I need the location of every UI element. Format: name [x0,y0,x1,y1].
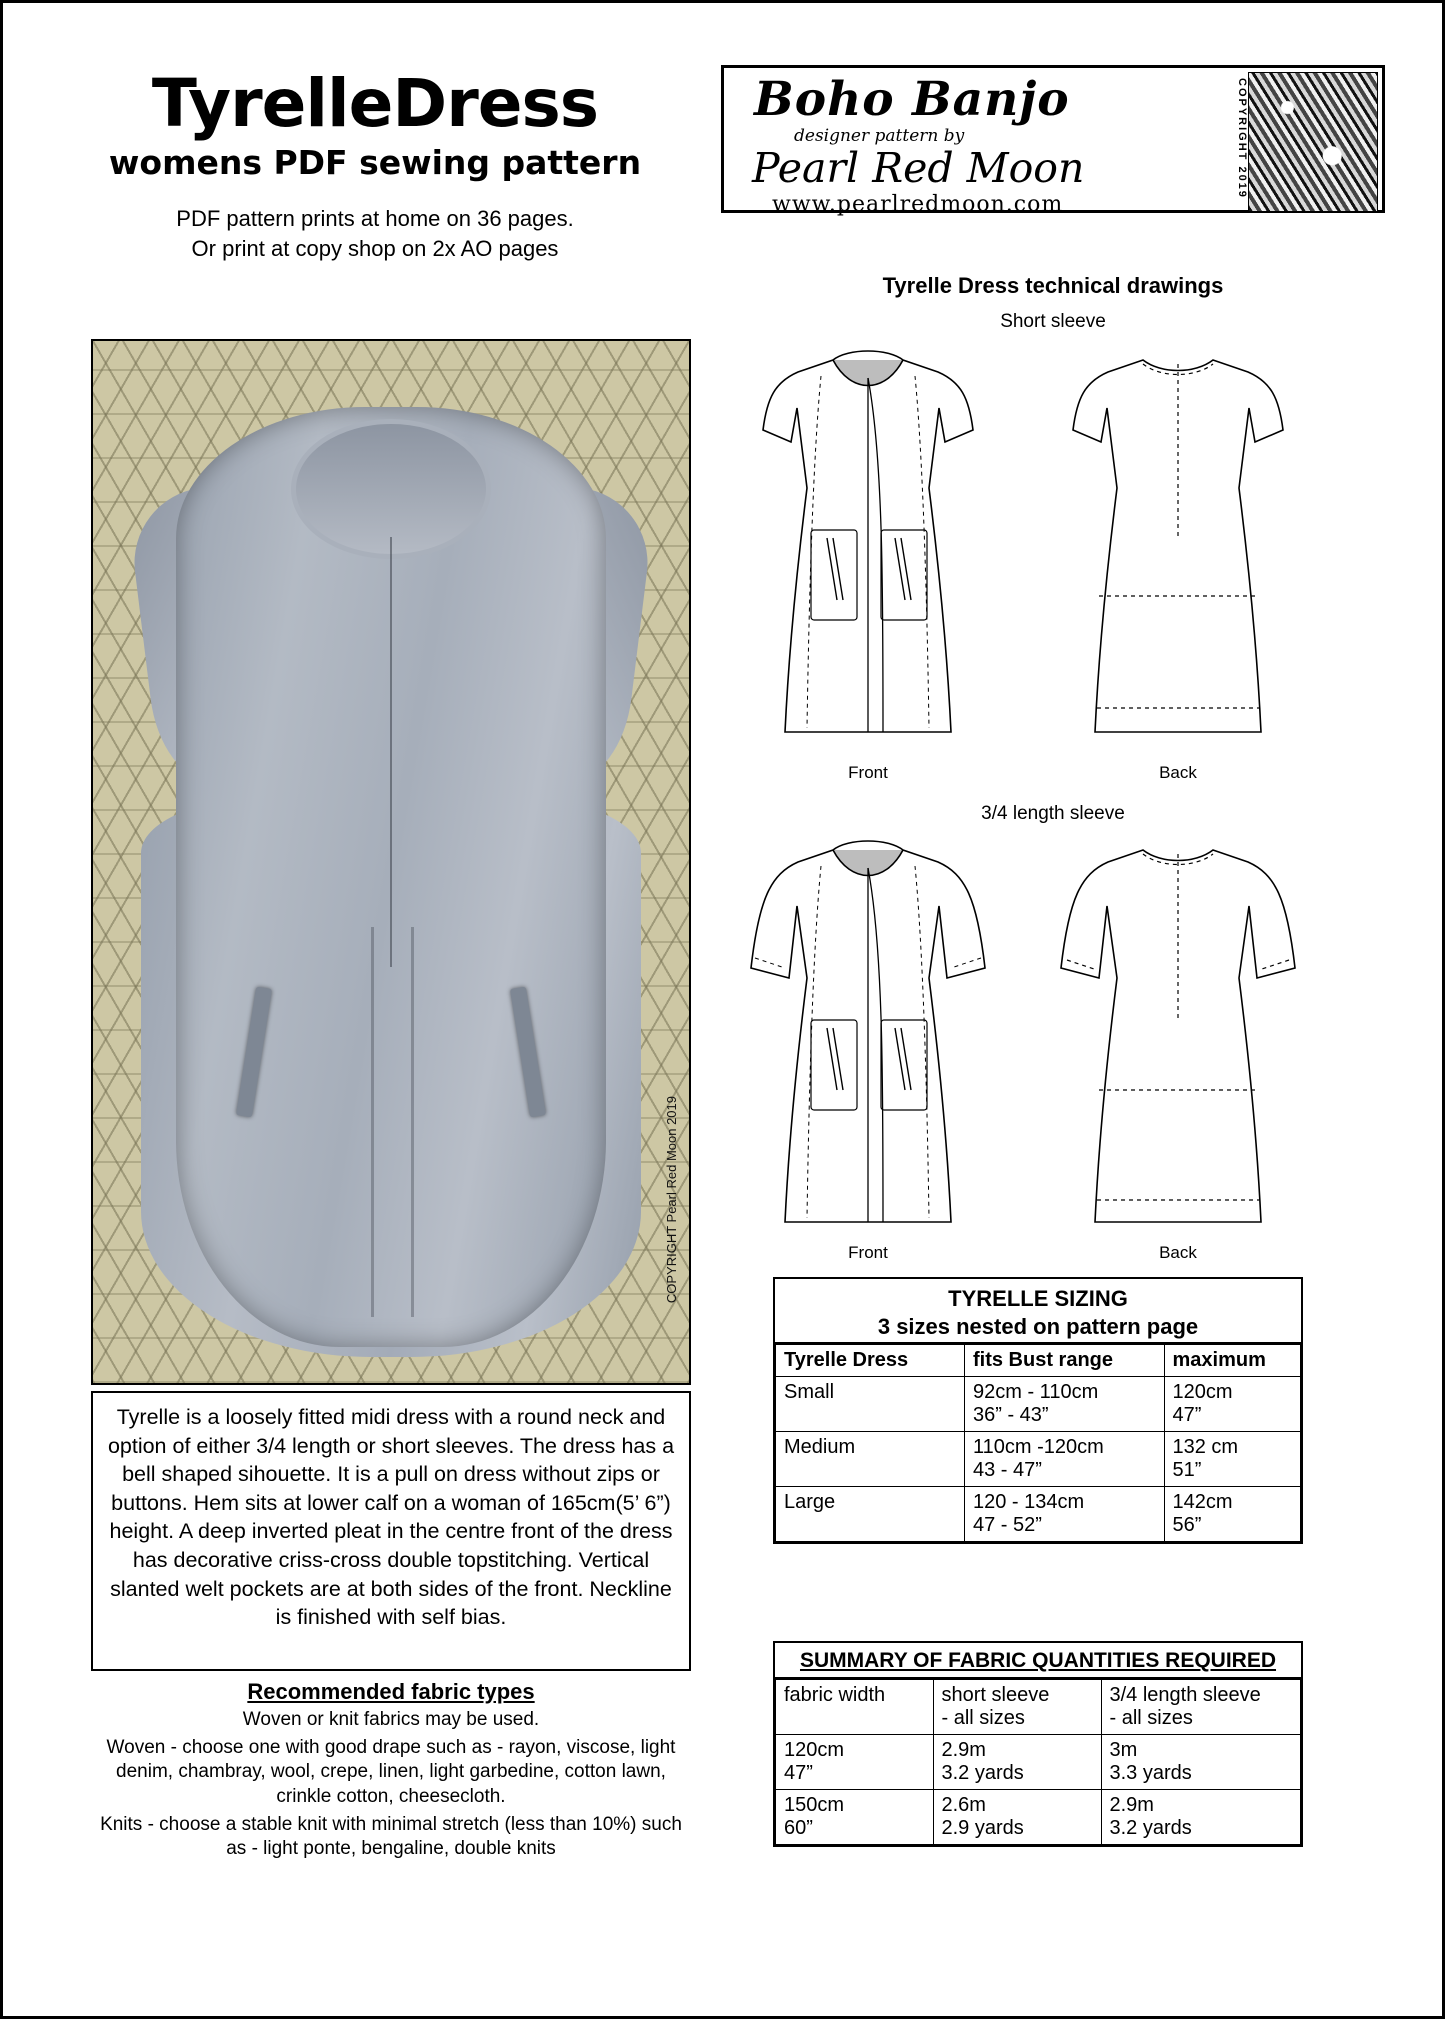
size-max-cm: 132 cm [1172,1436,1239,1458]
print-note-line-1: PDF pattern prints at home on 36 pages. [176,206,574,231]
size-max-in: 47” [1172,1404,1202,1426]
size-bust-cm: 120 - 134cm [973,1491,1085,1513]
dress-pleat-right [411,927,414,1317]
recommended-fabrics-line-3: Knits - choose a stable knit with minimal stretch (less than 10%) such as - light ponte, bengaline, double knits [100,1813,682,1860]
table-header-row [776,1680,1301,1735]
size-bust [965,1432,1165,1487]
recommended-fabrics-line-2: Woven - choose one with good drape such as - rayon, viscose, light denim, chambray, wool, crepe, linen, light garbedine, cotton lawn, crinkle cotton, cheesecloth. [106,1736,676,1808]
technical-drawings-title: Tyrelle Dress technical drawings [882,273,1224,298]
size-bust-cm: 92cm - 110cm [973,1381,1099,1403]
description-box [91,1391,691,1671]
fabric-short-yd: 3.2 yards [941,1762,1024,1784]
sizing-col-1: Tyrelle Dress [776,1345,965,1377]
size-name: Small [776,1377,965,1432]
fabric-short-amount [933,1735,1101,1790]
sizing-table-title [775,1279,1301,1344]
recommended-fabrics-block [91,1679,691,1862]
fabric-col-short [933,1680,1101,1735]
flat-threequarter-sleeve-back [1043,828,1313,1248]
caption-front-2: Front [848,1243,888,1262]
fabric-col-long-line-1: 3/4 length sleeve [1109,1684,1261,1706]
fabric-quantities-table [773,1641,1303,1847]
page-subtitle: womens PDF sewing pattern [108,143,642,182]
sizing-title-line-1: TYRELLE SIZING [948,1286,1128,1311]
fabric-width-in: 60” [784,1817,813,1839]
fabric-col-long [1101,1680,1301,1735]
fabric-col-short-line-2: - all sizes [941,1707,1025,1729]
page-title: TyrelleDress [151,65,599,142]
size-name: Medium [776,1432,965,1487]
size-max-cm: 142cm [1172,1491,1233,1513]
decorative-artwork-image [1248,72,1378,212]
size-max [1164,1377,1301,1432]
size-max [1164,1432,1301,1487]
short-sleeve-label: Short sleeve [1000,311,1106,332]
title-block [55,65,695,263]
size-bust [965,1487,1165,1542]
print-note-line-2: Or print at copy shop on 2x AO pages [191,235,559,261]
fabric-width [776,1790,934,1845]
fabric-long-yd: 3.3 yards [1109,1762,1192,1784]
caption-back-2: Back [1159,1243,1197,1262]
recommended-fabrics-title: Recommended fabric types [247,1679,535,1704]
size-bust-in: 47 - 52” [973,1514,1042,1536]
flat-threequarter-sleeve-front [733,828,1003,1248]
fabric-short-yd: 2.9 yards [941,1817,1024,1839]
brand-website[interactable]: www.pearlredmoon.com [772,192,1064,217]
size-max [1164,1487,1301,1542]
recommended-fabrics-line-1: Woven or knit fabrics may be used. [242,1709,540,1730]
table-row [776,1432,1301,1487]
caption-back-1: Back [1159,763,1197,782]
sizing-title-line-2: 3 sizes nested on pattern page [877,1313,1199,1339]
fabric-long-m: 3m [1109,1739,1138,1761]
size-name: Large [776,1487,965,1542]
three-quarter-sleeve-label: 3/4 length sleeve [981,803,1125,824]
fabric-long-m: 2.9m [1109,1794,1154,1816]
size-max-in: 56” [1172,1514,1202,1536]
size-bust [965,1377,1165,1432]
flat-short-sleeve-front [733,338,1003,758]
flat-short-sleeve-back [1043,338,1313,758]
dress-centre-seam [390,537,392,967]
size-max-in: 51” [1172,1459,1202,1481]
print-note [55,204,695,263]
fabric-width-cm: 150cm [784,1794,845,1816]
caption-front-1: Front [848,763,888,782]
sizing-table [773,1277,1303,1544]
photo-copyright: COPYRIGHT Pearl Red Moon 2019 [664,1095,679,1303]
sizing-col-3: maximum [1164,1345,1301,1377]
fabric-col-short-line-1: short sleeve [941,1684,1050,1706]
size-bust-in: 43 - 47” [973,1459,1042,1481]
fabric-short-amount [933,1790,1101,1845]
size-max-cm: 120cm [1172,1381,1233,1403]
sizing-col-2: fits Bust range [965,1345,1165,1377]
dress-photo [91,339,691,1385]
table-row [776,1377,1301,1432]
fabric-long-amount [1101,1790,1301,1845]
fabric-long-amount [1101,1735,1301,1790]
fabric-short-m: 2.9m [941,1739,986,1761]
dress-illustration [141,367,641,1367]
table-row [776,1735,1301,1790]
brand-copyright-vertical: COPYRIGHT 2019 [1236,78,1248,199]
description-text: Tyrelle is a loosely fitted midi dress with a round neck and option of either 3/4 length or short sleeves. The dress has a bell shaped sihouette. It is a pull on dress without zips or buttons. Hem sits at lower calf on a woman of 165cm(5’ 6”) height. A deep inverted pleat in the centre front of the dress has decorative criss-cross double topstitching. Vertical slanted welt pockets are at both sides of the front. Neckline is finished with self bias. [107,1405,675,1630]
brand-tagline: designer pattern by [794,126,965,146]
fabric-short-m: 2.6m [941,1794,986,1816]
table-row [776,1487,1301,1542]
brand-box [721,65,1385,217]
size-bust-in: 36” - 43” [973,1404,1049,1426]
fabric-col-long-line-2: - all sizes [1109,1707,1193,1729]
fabric-width-in: 47” [784,1762,813,1784]
table-header-row [776,1345,1301,1377]
dress-pleat-left [371,927,374,1317]
fabric-quantities-title: SUMMARY OF FABRIC QUANTITIES REQUIRED [775,1643,1301,1679]
fabric-width-cm: 120cm [784,1739,845,1761]
brand-name: Boho Banjo [754,72,1070,127]
fabric-width [776,1735,934,1790]
fabric-long-yd: 3.2 yards [1109,1817,1192,1839]
size-bust-cm: 110cm -120cm [973,1436,1104,1458]
brand-author: Pearl Red Moon [752,144,1085,192]
table-row [776,1790,1301,1845]
fabric-col-width: fabric width [776,1680,934,1735]
